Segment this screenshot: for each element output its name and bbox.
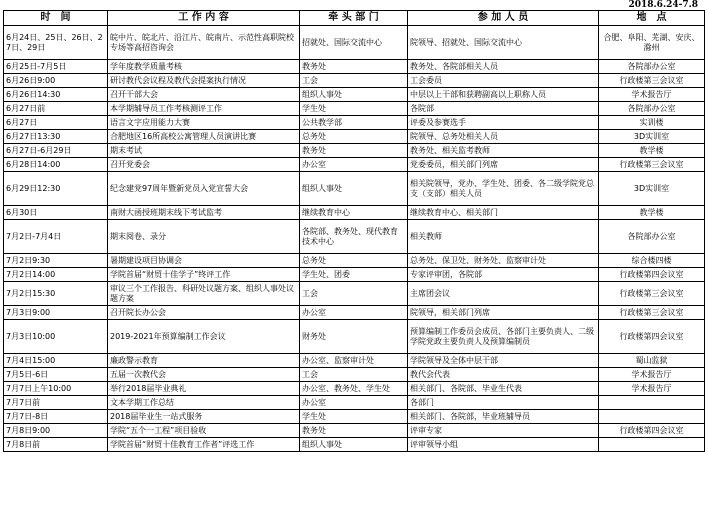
table-row bbox=[4, 254, 705, 268]
cell-dept: 继续教育中心 bbox=[300, 206, 408, 220]
cell-people: 评审专家 bbox=[408, 424, 599, 438]
cell-content: 皖中片、皖北片、沿江片、皖南片、示范性高职院校专场等高招咨询会 bbox=[108, 26, 300, 60]
cell-dept: 教务处 bbox=[300, 60, 408, 74]
cell-content: 学年度教学质量考核 bbox=[108, 60, 300, 74]
header-dept: 牵 头 部 门 bbox=[300, 11, 408, 26]
cell-people: 教代会代表 bbox=[408, 368, 599, 382]
header-time: 时 间 bbox=[4, 11, 108, 26]
cell-dept: 组织人事处 bbox=[300, 88, 408, 102]
cell-people: 院领导、总务处相关人员 bbox=[408, 130, 599, 144]
cell-place: 学术报告厅 bbox=[599, 368, 705, 382]
cell-content: 五届一次教代会 bbox=[108, 368, 300, 382]
cell-time: 6月24日、25日、26日、27日、29日 bbox=[4, 26, 108, 60]
cell-content: 语言文字应用能力大赛 bbox=[108, 116, 300, 130]
table-row bbox=[4, 268, 705, 282]
cell-time: 7月2日15:30 bbox=[4, 282, 108, 306]
table-row bbox=[4, 368, 705, 382]
header-people: 参 加 人 员 bbox=[408, 11, 599, 26]
cell-content: 南财大函授班期末线下考试监考 bbox=[108, 206, 300, 220]
table-row bbox=[4, 144, 705, 158]
header-content: 工 作 内 容 bbox=[108, 11, 300, 26]
header-place: 地 点 bbox=[599, 11, 705, 26]
table-row bbox=[4, 26, 705, 60]
cell-content: 期末考试 bbox=[108, 144, 300, 158]
cell-place: 行政楼第四会议室 bbox=[599, 320, 705, 354]
cell-people: 相关教师 bbox=[408, 220, 599, 254]
cell-people: 院领导、招就处、国际交流中心 bbox=[408, 26, 599, 60]
cell-time: 7月7日-8日 bbox=[4, 410, 108, 424]
header-row bbox=[4, 11, 705, 26]
cell-place: 学术报告厅 bbox=[599, 88, 705, 102]
cell-time: 6月27日前 bbox=[4, 102, 108, 116]
cell-dept: 工会 bbox=[300, 368, 408, 382]
table-row bbox=[4, 396, 705, 410]
cell-content: 合肥地区16所高校公寓管理人员演讲比赛 bbox=[108, 130, 300, 144]
cell-people: 各院部 bbox=[408, 102, 599, 116]
cell-people: 学院领导及全体中层干部 bbox=[408, 354, 599, 368]
cell-people: 相关院领导，党办、学生处、团委、各二级学院党总支（支部）相关人员 bbox=[408, 172, 599, 206]
table-row bbox=[4, 172, 705, 206]
cell-dept: 组织人事处 bbox=[300, 438, 408, 452]
cell-place: 行政楼第四会议室 bbox=[599, 268, 705, 282]
cell-dept: 总务处 bbox=[300, 254, 408, 268]
cell-dept: 办公室 bbox=[300, 396, 408, 410]
cell-dept: 学生处 bbox=[300, 102, 408, 116]
cell-place bbox=[599, 410, 705, 424]
cell-content: 暑期建设项目协调会 bbox=[108, 254, 300, 268]
cell-content: 召开院长办公会 bbox=[108, 306, 300, 320]
cell-dept: 工会 bbox=[300, 282, 408, 306]
cell-dept: 办公室、监察审计处 bbox=[300, 354, 408, 368]
table-row bbox=[4, 354, 705, 368]
cell-time: 6月28日14:00 bbox=[4, 158, 108, 172]
cell-content: 廉政警示教育 bbox=[108, 354, 300, 368]
cell-people: 总务处、保卫处、财务处、监察审计处 bbox=[408, 254, 599, 268]
table-row bbox=[4, 60, 705, 74]
cell-people: 党委委员，相关部门列席 bbox=[408, 158, 599, 172]
cell-dept: 办公室 bbox=[300, 158, 408, 172]
table-row bbox=[4, 102, 705, 116]
cell-place: 3D实训室 bbox=[599, 130, 705, 144]
cell-dept: 学生处 bbox=[300, 410, 408, 424]
cell-dept: 工会 bbox=[300, 74, 408, 88]
cell-time: 6月29日12:30 bbox=[4, 172, 108, 206]
table-row bbox=[4, 158, 705, 172]
cell-dept: 办公室、教务处、学生处 bbox=[300, 382, 408, 396]
table-row bbox=[4, 438, 705, 452]
cell-dept: 办公室 bbox=[300, 306, 408, 320]
cell-place: 教学楼 bbox=[599, 206, 705, 220]
cell-content: 学院首届“财贸十佳教育工作者”评选工作 bbox=[108, 438, 300, 452]
cell-content: 2019-2021年预算编制工作会议 bbox=[108, 320, 300, 354]
cell-place bbox=[599, 396, 705, 410]
cell-dept: 公共教学部 bbox=[300, 116, 408, 130]
cell-place: 行政楼第三会议室 bbox=[599, 74, 705, 88]
cell-content: 研讨教代会议程及教代会提案执行情况 bbox=[108, 74, 300, 88]
cell-content: 审议三个工作报告、科研处议题方案、组织人事处议题方案 bbox=[108, 282, 300, 306]
cell-place: 行政楼第四会议室 bbox=[599, 424, 705, 438]
cell-place: 蜀山监狱 bbox=[599, 354, 705, 368]
cell-time: 6月27日13:30 bbox=[4, 130, 108, 144]
table-row bbox=[4, 306, 705, 320]
cell-place bbox=[599, 438, 705, 452]
cell-people: 评委及参赛选手 bbox=[408, 116, 599, 130]
cell-people: 各部门 bbox=[408, 396, 599, 410]
cell-people: 继续教育中心、相关部门 bbox=[408, 206, 599, 220]
cell-time: 7月5日-6日 bbox=[4, 368, 108, 382]
cell-place: 综合楼四楼 bbox=[599, 254, 705, 268]
cell-people: 中层以上干部和获聘副高以上职称人员 bbox=[408, 88, 599, 102]
cell-people: 专家评审团，各院部 bbox=[408, 268, 599, 282]
cell-dept: 教务处 bbox=[300, 424, 408, 438]
cell-time: 7月8日前 bbox=[4, 438, 108, 452]
cell-people: 相关部门、各院部、毕业生代表 bbox=[408, 382, 599, 396]
cell-place: 合肥、阜阳、芜湖、安庆、滁州 bbox=[599, 26, 705, 60]
cell-time: 6月26日9:00 bbox=[4, 74, 108, 88]
cell-content: 学院“五个一工程”项目验收 bbox=[108, 424, 300, 438]
cell-time: 7月2日-7月4日 bbox=[4, 220, 108, 254]
table-row bbox=[4, 320, 705, 354]
table-row bbox=[4, 206, 705, 220]
cell-place: 行政楼第三会议室 bbox=[599, 282, 705, 306]
cell-time: 6月25日-7月5日 bbox=[4, 60, 108, 74]
cell-dept: 组织人事处 bbox=[300, 172, 408, 206]
cell-people: 院领导，相关部门列席 bbox=[408, 306, 599, 320]
cell-place: 行政楼第三会议室 bbox=[599, 306, 705, 320]
cell-people: 工会委员 bbox=[408, 74, 599, 88]
cell-time: 7月3日9:00 bbox=[4, 306, 108, 320]
cell-time: 6月26日14:30 bbox=[4, 88, 108, 102]
cell-content: 学院首届“财贸十佳学子”终评工作 bbox=[108, 268, 300, 282]
cell-content: 召开干部大会 bbox=[108, 88, 300, 102]
cell-time: 7月7日上午10:00 bbox=[4, 382, 108, 396]
cell-place: 各院部办公室 bbox=[599, 220, 705, 254]
cell-place: 各院部办公室 bbox=[599, 102, 705, 116]
cell-place: 各院部办公室 bbox=[599, 60, 705, 74]
table-row bbox=[4, 410, 705, 424]
cell-place: 行政楼第三会议室 bbox=[599, 158, 705, 172]
cell-dept: 招就处、国际交流中心 bbox=[300, 26, 408, 60]
cell-time: 7月8日9:00 bbox=[4, 424, 108, 438]
table-row bbox=[4, 220, 705, 254]
cell-place: 学术报告厅 bbox=[599, 382, 705, 396]
cell-time: 6月27日-6月29日 bbox=[4, 144, 108, 158]
date-range: 2018.6.24-7.8 bbox=[628, 0, 698, 10]
cell-place: 3D实训室 bbox=[599, 172, 705, 206]
cell-time: 7月2日9:30 bbox=[4, 254, 108, 268]
table-row bbox=[4, 424, 705, 438]
cell-dept: 学生处、团委 bbox=[300, 268, 408, 282]
cell-content: 2018届毕业生一站式服务 bbox=[108, 410, 300, 424]
cell-content: 举行2018届毕业典礼 bbox=[108, 382, 300, 396]
cell-content: 纪念建党97周年暨新党员入党宣誓大会 bbox=[108, 172, 300, 206]
cell-people: 相关部门、各院部，毕业班辅导员 bbox=[408, 410, 599, 424]
table-row bbox=[4, 282, 705, 306]
cell-place: 教学楼 bbox=[599, 144, 705, 158]
cell-content: 本学期辅导员工作考核测评工作 bbox=[108, 102, 300, 116]
cell-dept: 教务处 bbox=[300, 144, 408, 158]
table-body bbox=[4, 26, 705, 452]
cell-content: 召开党委会 bbox=[108, 158, 300, 172]
cell-content: 文本学期工作总结 bbox=[108, 396, 300, 410]
schedule-table bbox=[3, 10, 705, 452]
cell-time: 6月30日 bbox=[4, 206, 108, 220]
cell-time: 6月27日 bbox=[4, 116, 108, 130]
cell-time: 7月3日10:00 bbox=[4, 320, 108, 354]
cell-dept: 各院部、教务处、现代教育技术中心 bbox=[300, 220, 408, 254]
table-row bbox=[4, 130, 705, 144]
cell-people: 预算编制工作委员会成员、各部门主要负责人、二级学院党政主要负责人及预算编制员 bbox=[408, 320, 599, 354]
cell-people: 评审领导小组 bbox=[408, 438, 599, 452]
table-row bbox=[4, 116, 705, 130]
cell-content: 期末阅卷、录分 bbox=[108, 220, 300, 254]
table-row bbox=[4, 88, 705, 102]
cell-dept: 财务处 bbox=[300, 320, 408, 354]
cell-people: 教务处、相关监考教师 bbox=[408, 144, 599, 158]
cell-time: 7月4日15:00 bbox=[4, 354, 108, 368]
cell-dept: 总务处 bbox=[300, 130, 408, 144]
cell-people: 主席团会议 bbox=[408, 282, 599, 306]
cell-time: 7月2日14:00 bbox=[4, 268, 108, 282]
table-row bbox=[4, 382, 705, 396]
cell-time: 7月7日前 bbox=[4, 396, 108, 410]
table-row bbox=[4, 74, 705, 88]
cell-people: 教务处、各院部相关人员 bbox=[408, 60, 599, 74]
cell-place: 实训楼 bbox=[599, 116, 705, 130]
